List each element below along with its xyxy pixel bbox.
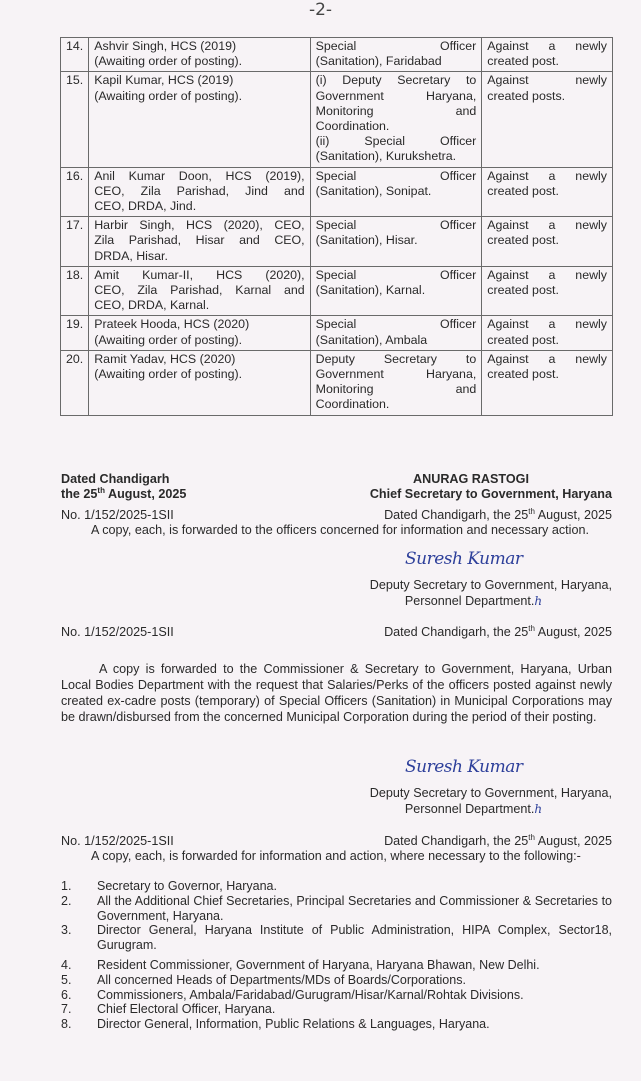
endorsement-body: A copy, each, is forwarded for information and action, where necessary to the following:- <box>91 849 581 863</box>
post-line: Deputy Secretary to <box>315 351 477 366</box>
list-number: 7. <box>61 1002 72 1017</box>
remark-line: created post. <box>487 183 559 198</box>
officer-name-cell <box>89 350 310 415</box>
post-line: Special Officer <box>315 267 477 282</box>
officer-name-cell <box>89 38 310 72</box>
sign-department: Personnel Department.h <box>404 802 543 816</box>
remarks-cell <box>482 266 613 316</box>
list-text: All concerned Heads of Departments/MDs of Boards/Corporations. <box>97 972 466 987</box>
dated-place: Dated Chandigarh <box>61 472 170 486</box>
post-line: Government Haryana, <box>315 88 477 103</box>
remark-line: created post. <box>487 233 559 248</box>
deputy-secretary-block-1 <box>335 577 612 609</box>
remark-line: Against a newly <box>487 168 607 183</box>
postings-table <box>60 37 613 416</box>
post-line: (Sanitation), Kurukshetra. <box>315 149 457 164</box>
name-line: Prateek Hooda, HCS (2020) <box>94 317 250 332</box>
name-line: CEO, DRDA, Karnal. <box>94 298 210 313</box>
list-text: All the Additional Chief Secretaries, Principal Secretaries and Commissioner & Secretaries to Government, Haryana. <box>97 893 612 923</box>
officer-name-cell <box>89 316 310 350</box>
table-row <box>61 217 613 267</box>
list-item <box>61 988 612 1003</box>
distribution-list <box>61 879 612 1032</box>
endorsement-number: No. 1/152/2025-1SII <box>61 625 174 639</box>
dated-block <box>61 472 186 502</box>
post-line: Special Officer <box>315 317 477 332</box>
remark-line: created posts. <box>487 88 566 103</box>
list-item <box>61 1002 612 1017</box>
post-line: (Sanitation), Hisar. <box>315 233 418 248</box>
post-line: (Sanitation), Faridabad <box>315 54 442 69</box>
posting-cell <box>310 266 482 316</box>
serial-number-cell: 17. <box>61 217 89 267</box>
endorsement-number: No. 1/152/2025-1SII <box>61 508 174 522</box>
posting-cell <box>310 217 482 267</box>
endorsement-1 <box>61 508 612 538</box>
table-row <box>61 266 613 316</box>
post-line: (i) Deputy Secretary to <box>315 73 477 88</box>
name-line: (Awaiting order of posting). <box>94 88 243 103</box>
serial-number-cell: 16. <box>61 167 89 217</box>
name-line: Harbir Singh, HCS (2020), CEO, <box>94 218 305 233</box>
remark-line: Against newly <box>487 73 607 88</box>
serial-number-cell: 19. <box>61 316 89 350</box>
table-row <box>61 38 613 72</box>
posting-cell <box>310 72 482 167</box>
remark-line: Against a newly <box>487 267 607 282</box>
table-row <box>61 167 613 217</box>
name-line: (Awaiting order of posting). <box>94 54 243 69</box>
endorsement-number: No. 1/152/2025-1SII <box>61 834 174 848</box>
officer-name-cell <box>89 72 310 167</box>
list-text: Chief Electoral Officer, Haryana. <box>97 1002 276 1017</box>
list-item <box>61 879 612 894</box>
deputy-secretary-block-2 <box>335 785 612 817</box>
post-line: Monitoring and <box>315 103 477 118</box>
post-line: (Sanitation), Ambala <box>315 332 428 347</box>
officer-name-cell <box>89 217 310 267</box>
page-number: -2- <box>308 0 333 20</box>
endorsement-2 <box>61 625 612 640</box>
remarks-cell <box>482 72 613 167</box>
dated-date: the 25th August, 2025 <box>61 485 187 501</box>
endorsement-date: Dated Chandigarh, the 25th August, 2025 <box>384 832 612 848</box>
post-line: (Sanitation), Sonipat. <box>315 183 432 198</box>
list-item <box>61 958 612 973</box>
remark-line: created post. <box>487 367 559 382</box>
name-line: DRDA, Hisar. <box>94 248 168 263</box>
remark-line: created post. <box>487 283 559 298</box>
name-line: Kapil Kumar, HCS (2019) <box>94 73 234 88</box>
officer-name-cell <box>89 266 310 316</box>
name-line: (Awaiting order of posting). <box>94 332 243 347</box>
name-line: Zila Parishad, Hisar and CEO, <box>94 233 305 248</box>
sign-title: Deputy Secretary to Government, Haryana, <box>369 786 612 800</box>
list-text: Secretary to Governor, Haryana. <box>97 879 277 893</box>
remarks-cell <box>482 217 613 267</box>
remark-line: Against a newly <box>487 39 607 53</box>
list-text: Director General, Information, Public Relations & Languages, Haryana. <box>97 1017 490 1032</box>
table-row <box>61 350 613 415</box>
endorsement-date: Dated Chandigarh, the 25th August, 2025 <box>384 506 612 522</box>
serial-number-cell: 15. <box>61 72 89 167</box>
remarks-cell <box>482 350 613 415</box>
endorsement-3 <box>61 834 612 864</box>
serial-number-cell: 20. <box>61 350 89 415</box>
endorsement-body: A copy, each, is forwarded to the officers concerned for information and necessary action. <box>91 523 589 537</box>
remark-line: Against a newly <box>487 317 607 332</box>
remarks-cell <box>482 167 613 217</box>
serial-number-cell: 14. <box>61 38 89 72</box>
officer-name-cell <box>89 167 310 217</box>
list-item <box>61 923 612 953</box>
list-number: 2. <box>61 893 72 908</box>
signatory-name: ANURAG RASTOGI <box>413 472 529 486</box>
serial-number-cell: 18. <box>61 266 89 316</box>
post-line: Coordination. <box>315 119 390 134</box>
list-number: 4. <box>61 957 72 972</box>
post-line: Special Officer <box>315 168 477 183</box>
post-line: (ii) Special Officer <box>315 134 477 149</box>
remark-line: Against a newly <box>487 218 607 233</box>
endorsement-date: Dated Chandigarh, the 25th August, 2025 <box>384 623 612 639</box>
post-line: Coordination. <box>315 397 390 412</box>
name-line: Anil Kumar Doon, HCS (2019), <box>94 168 305 183</box>
initial-mark: h <box>534 802 543 816</box>
name-line: Ashvir Singh, HCS (2019) <box>94 39 237 53</box>
post-line: Special Officer <box>315 218 477 233</box>
name-line: CEO, Zila Parishad, Jind and <box>94 183 305 198</box>
signature: Suresh Kumar <box>405 549 523 569</box>
post-line: Government Haryana, <box>315 367 477 382</box>
remarks-cell <box>482 316 613 350</box>
list-text: Resident Commissioner, Government of Haryana, Haryana Bhawan, New Delhi. <box>97 957 540 972</box>
remark-line: created post. <box>487 54 559 69</box>
post-line: Monitoring and <box>315 382 477 397</box>
posting-cell <box>310 316 482 350</box>
name-line: Ramit Yadav, HCS (2020) <box>94 351 236 366</box>
signatory-title: Chief Secretary to Government, Haryana <box>369 487 612 501</box>
list-item <box>61 1017 612 1032</box>
table-row <box>61 72 613 167</box>
posting-cell <box>310 350 482 415</box>
table-row <box>61 316 613 350</box>
signature: Suresh Kumar <box>405 757 523 777</box>
endorsement-2-body: A copy is forwarded to the Commissioner & Secretary to Government, Haryana, Urban Local Bodies Department with the request that Salaries/Perks of the officers posted against newly created ex-cadre posts (temporary) of Special Officers (Sanitation) in Municipal Corporations may be drawn/disbursed from the concerned Municipal Corporation during the period of their posting. <box>61 662 612 724</box>
post-line: (Sanitation), Karnal. <box>315 283 426 298</box>
sign-title: Deputy Secretary to Government, Haryana, <box>369 578 612 592</box>
posting-cell <box>310 167 482 217</box>
remark-line: Against a newly <box>487 351 607 366</box>
post-line: Special Officer <box>315 39 477 53</box>
list-number: 8. <box>61 1017 72 1032</box>
list-number: 3. <box>61 923 72 938</box>
signatory-block <box>330 472 612 502</box>
list-number: 1. <box>61 879 72 893</box>
name-line: Amit Kumar-II, HCS (2020), <box>94 267 305 282</box>
posting-cell <box>310 38 482 72</box>
remark-line: created post. <box>487 332 559 347</box>
list-text: Commissioners, Ambala/Faridabad/Gurugram/Hisar/Karnal/Rohtak Divisions. <box>97 987 524 1002</box>
name-line: (Awaiting order of posting). <box>94 367 243 382</box>
list-item <box>61 894 612 924</box>
list-number: 5. <box>61 972 72 987</box>
list-number: 6. <box>61 987 72 1002</box>
list-text: Director General, Haryana Institute of Public Administration, HIPA Complex, Sector18, Gurugram. <box>97 923 612 953</box>
list-item <box>61 973 612 988</box>
name-line: CEO, DRDA, Jind. <box>94 199 197 214</box>
name-line: CEO, Zila Parishad, Karnal and <box>94 283 305 298</box>
remarks-cell <box>482 38 613 72</box>
sign-department: Personnel Department.h <box>404 594 543 608</box>
initial-mark: h <box>534 594 543 608</box>
